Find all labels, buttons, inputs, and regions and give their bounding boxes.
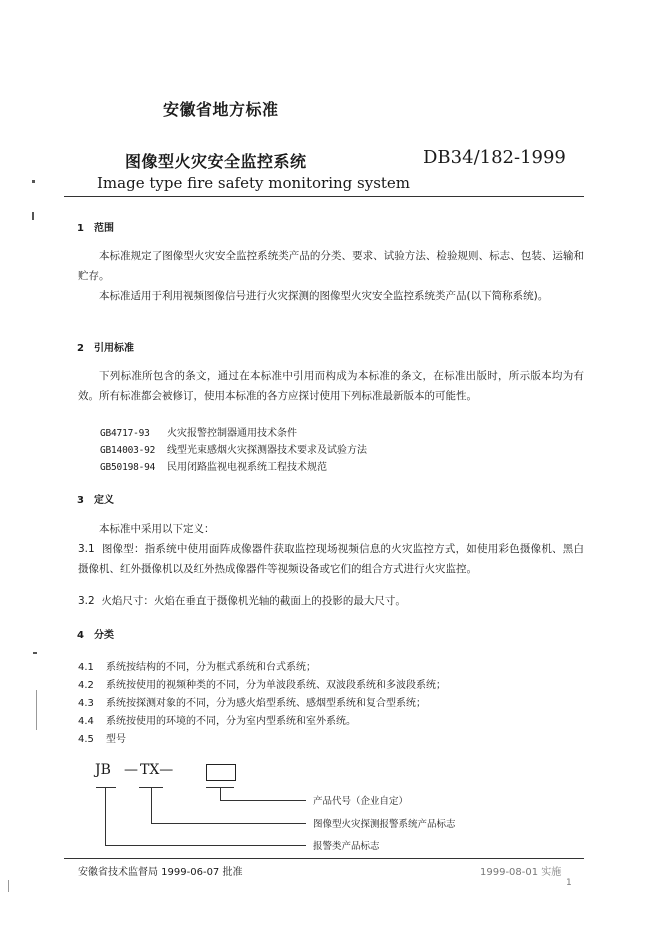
page-number: 1: [566, 878, 572, 888]
standard-title-en: Image type fire safety monitoring system: [97, 174, 411, 192]
reference-item: [100, 424, 297, 439]
section-4-heading: [77, 626, 114, 641]
model-prefix-tx: TX—: [140, 762, 174, 778]
leader-line: [151, 787, 152, 823]
section-2-paragraph: 下列标准所包含的条文，通过在本标准中引用而构成为本标准的条文，在标准出版时，所示版本均为有效。所有标准都会被修订，使用本标准的各方应探讨使用下列标准最新版本的可能性。: [78, 370, 584, 402]
reference-title: 民用闭路监视电视系统工程技术规范: [167, 462, 327, 473]
section-3-heading: [77, 491, 114, 506]
reference-item: [100, 441, 367, 456]
leader-line: [105, 845, 306, 846]
item-number: 4.2: [78, 680, 94, 691]
section-number: 4: [77, 630, 84, 641]
reference-title: 火灾报警控制器通用技术条件: [167, 428, 297, 439]
section-title: 范围: [94, 223, 114, 234]
section-number: 3: [77, 495, 84, 506]
classification-item: [78, 676, 446, 691]
legend-image-type-mark: 图像型火灾探测报警系统产品标志: [313, 819, 456, 830]
section-number: 2: [77, 343, 84, 354]
jb-underline: [96, 787, 116, 788]
definition-number: 3.1: [78, 543, 95, 555]
scan-mark: [33, 652, 37, 654]
scan-mark: [32, 212, 34, 220]
reference-code: GB4717-93: [100, 428, 150, 439]
definition-3-2: [78, 591, 584, 611]
section-1-paragraph-1: 本标准规定了图像型火灾安全监控系统类产品的分类、要求、试验方法、检验规则、标志、包装、运输和贮存。: [78, 250, 584, 282]
item-text: 型号: [106, 734, 126, 745]
classification-item: [78, 694, 426, 709]
reference-title: 线型光束感烟火灾探测器技术要求及试验方法: [167, 445, 367, 456]
item-number: 4.4: [78, 716, 94, 727]
reference-code: GB14003-92: [100, 445, 156, 456]
scan-mark: [8, 880, 9, 892]
model-prefix-jb: JB: [95, 762, 111, 778]
classification-item: [78, 712, 356, 727]
item-number: 4.1: [78, 662, 94, 673]
reference-item: [100, 458, 327, 473]
definition-3-1: [78, 539, 584, 579]
legend-enterprise-code: 产品代号（企业自定）: [313, 796, 409, 807]
approval-line: 安徽省技术监督局 1999-06-07 批准: [78, 867, 243, 878]
item-number: 4.5: [78, 734, 94, 745]
scan-mark: [36, 690, 37, 730]
implementation-line: 1999-08-01 实施: [480, 867, 562, 878]
section-title: 引用标准: [94, 343, 134, 354]
section-title: 分类: [94, 630, 114, 641]
section-title: 定义: [94, 495, 114, 506]
leader-line: [220, 800, 306, 801]
classification-item: [78, 658, 316, 673]
issuing-org: 安徽省地方标准: [163, 100, 279, 119]
section-1-paragraph-2: 本标准适用于利用视频图像信号进行火灾探测的图像型火灾安全监控系统类产品(以下简称系统)。: [99, 290, 549, 302]
leader-line: [220, 787, 221, 800]
legend-alarm-product-mark: 报警类产品标志: [313, 841, 380, 852]
section-number: 1: [77, 223, 84, 234]
section-3-intro: 本标准中采用以下定义：: [99, 523, 215, 535]
definition-text: 图像型：指系统中使用面阵成像器件获取监控现场视频信息的火灾监控方式，如使用彩色摄像机、黑白摄像机、红外摄像机以及红外热成像器件等视频设备或它们的组合方式进行火灾监控。: [78, 543, 584, 575]
standard-number: DB34/182-1999: [423, 147, 566, 168]
definition-text: 火焰尺寸：火焰在垂直于摄像机光轴的截面上的投影的最大尺寸。: [101, 595, 406, 607]
item-text: 系统按探测对象的不同，分为感火焰型系统、感烟型系统和复合型系统；: [106, 698, 426, 709]
definition-number: 3.2: [78, 595, 95, 607]
classification-item: [78, 730, 126, 745]
item-text: 系统按结构的不同，分为框式系统和台式系统；: [106, 662, 316, 673]
enterprise-code-box: [206, 764, 236, 781]
leader-line: [105, 787, 106, 845]
section-1-heading: [77, 219, 114, 234]
section-2-heading: [77, 339, 134, 354]
reference-code: GB50198-94: [100, 462, 156, 473]
header-rule: [64, 196, 584, 197]
scan-mark: [32, 180, 35, 183]
standard-title-cn: 图像型火灾安全监控系统: [125, 152, 307, 171]
item-number: 4.3: [78, 698, 94, 709]
item-text: 系统按使用的环境的不同，分为室内型系统和室外系统。: [106, 716, 356, 727]
leader-line: [151, 823, 306, 824]
item-text: 系统按使用的视频种类的不同，分为单波段系统、双波段系统和多波段系统；: [106, 680, 446, 691]
model-dash: —: [124, 762, 138, 778]
footer-rule: [64, 858, 584, 859]
